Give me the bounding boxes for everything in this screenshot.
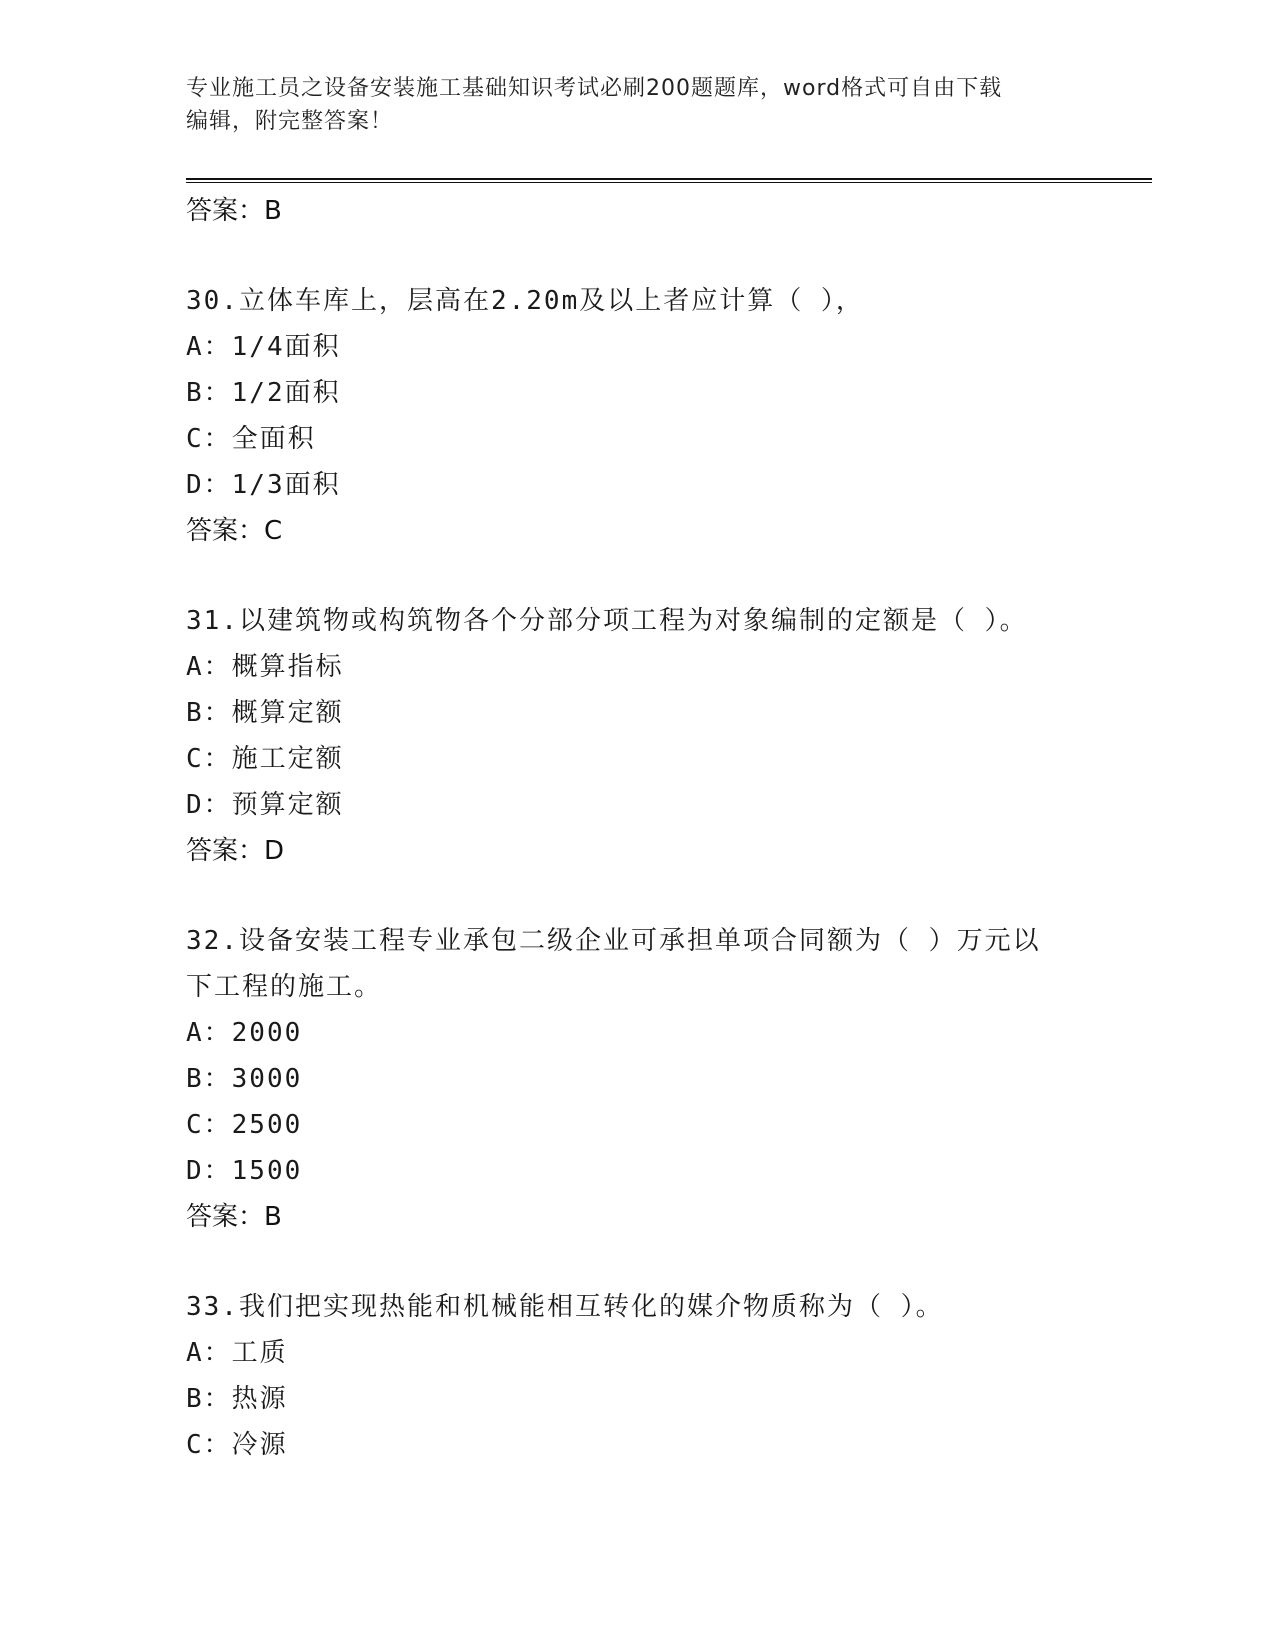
header-divider-thin [186,182,1152,183]
question-text: 31.以建筑物或构筑物各个分部分项工程为对象编制的定额是（ ）。 [186,606,1028,636]
question-31 [186,598,1086,874]
answer: 答案：B [186,1202,282,1232]
option-d: D：1500 [186,1156,303,1186]
document-header [186,72,1066,138]
question-text: 33.我们把实现热能和机械能相互转化的媒介物质称为（ ）。 [186,1292,944,1322]
answer: 答案：D [186,836,285,866]
header-title-line2: 编辑，附完整答案！ [186,109,394,134]
option-a: A：1/4面积 [186,332,341,362]
option-b: B：3000 [186,1064,303,1094]
question-32 [186,918,1086,1240]
answer: 答案：C [186,516,283,546]
option-b: B：1/2面积 [186,378,341,408]
option-d: D：1/3面积 [186,470,341,500]
option-a: A：工质 [186,1338,288,1368]
question-text-line2: 下工程的施工。 [186,972,383,1002]
option-c: C：施工定额 [186,744,344,774]
option-b: B：热源 [186,1384,288,1414]
header-divider [186,178,1152,180]
question-33 [186,1284,1086,1468]
option-c: C：全面积 [186,424,316,454]
option-a: A：2000 [186,1018,303,1048]
option-c: C：2500 [186,1110,303,1140]
question-30 [186,278,1086,554]
option-d: D：预算定额 [186,790,344,820]
question-list [186,188,1086,1468]
previous-answer: 答案：B [186,196,282,226]
question-text-line1: 32.设备安装工程专业承包二级企业可承担单项合同额为（ ）万元以 [186,926,1041,956]
option-c: C：冷源 [186,1430,288,1460]
question-text: 30.立体车库上，层高在2.20m及以上者应计算（ ）， [186,286,864,316]
option-b: B：概算定额 [186,698,344,728]
header-title-line1: 专业施工员之设备安装施工基础知识考试必刷200题题库，word格式可自由下载 [186,76,1003,101]
option-a: A：概算指标 [186,652,344,682]
